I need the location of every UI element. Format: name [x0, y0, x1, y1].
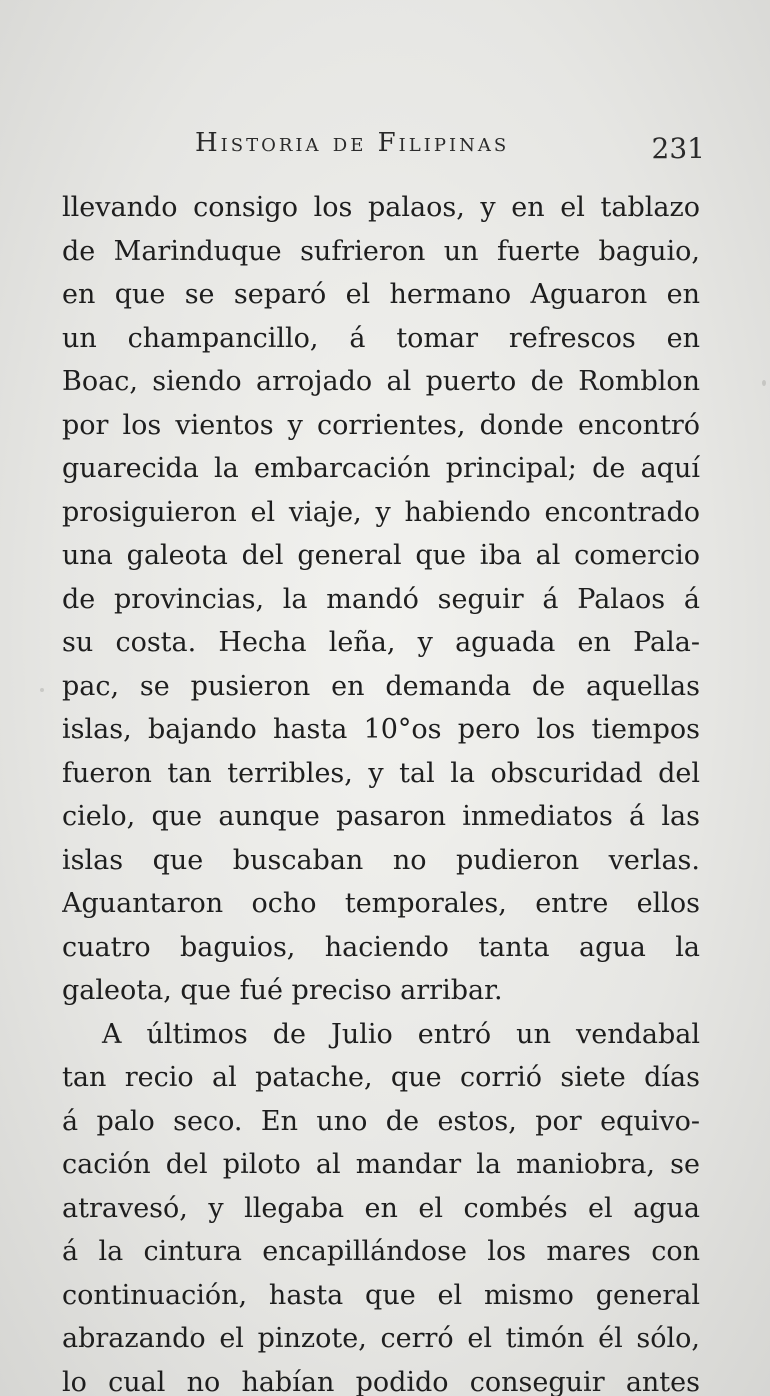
- text-line: una galeota del general que iba al comercio: [62, 540, 700, 571]
- paper-blemish: [40, 688, 44, 692]
- text-line: en que se separó el hermano Aguaron en: [62, 279, 700, 310]
- running-title: Historia de Filipinas: [195, 128, 510, 158]
- text-line: islas, bajando hasta 10°os pero los tiempos: [62, 714, 700, 745]
- page-number: 231: [651, 132, 705, 165]
- text-body: [62, 186, 700, 1396]
- text-line: á palo seco. En uno de estos, por equivo-: [62, 1105, 700, 1137]
- text-line: lo cual no habían podido conseguir antes: [62, 1366, 700, 1396]
- text-line: cación del piloto al mandar la maniobra, se: [62, 1149, 700, 1180]
- text-line: prosiguieron el viaje, y habiendo encontrado: [62, 496, 700, 528]
- text-line: cuatro baguios, haciendo tanta agua la: [62, 931, 700, 963]
- text-line: guarecida la embarcación principal; de aquí: [62, 453, 700, 484]
- text-line: á la cintura encapillándose los mares con: [62, 1236, 700, 1267]
- text-line: A últimos de Julio entró un vendabal: [102, 1018, 700, 1050]
- paper-blemish: [762, 380, 766, 386]
- text-line: Boac, siendo arrojado al puerto de Romblon: [62, 366, 700, 397]
- text-line: continuación, hasta que el mismo general: [62, 1279, 700, 1311]
- text-line: fueron tan terribles, y tal la obscuridad del: [62, 757, 700, 789]
- text-line: de provincias, la mandó seguir á Palaos á: [62, 583, 700, 615]
- text-line: Aguantaron ocho temporales, entre ellos: [62, 888, 700, 919]
- text-line: tan recio al patache, que corrió siete días: [62, 1062, 700, 1093]
- text-line: abrazando el pinzote, cerró el timón él sólo,: [62, 1323, 700, 1354]
- text-line: islas que buscaban no pudieron verlas.: [62, 844, 700, 876]
- text-line: atravesó, y llegaba en el combés el agua: [62, 1192, 700, 1224]
- text-line: galeota, que fué preciso arribar.: [62, 975, 503, 1006]
- text-line: llevando consigo los palaos, y en el tablazo: [62, 192, 700, 223]
- text-line: cielo, que aunque pasaron inmediatos á las: [62, 801, 700, 832]
- paper-blemish: [190, 1330, 193, 1335]
- text-line: su costa. Hecha leña, y aguada en Pala-: [62, 627, 700, 658]
- text-line: un champancillo, á tomar refrescos en: [62, 322, 700, 354]
- text-line: de Marinduque sufrieron un fuerte baguio,: [62, 235, 700, 267]
- text-line: por los vientos y corrientes, donde encontró: [62, 409, 700, 441]
- text-line: pac, se pusieron en demanda de aquellas: [62, 670, 700, 702]
- running-head: [195, 128, 705, 168]
